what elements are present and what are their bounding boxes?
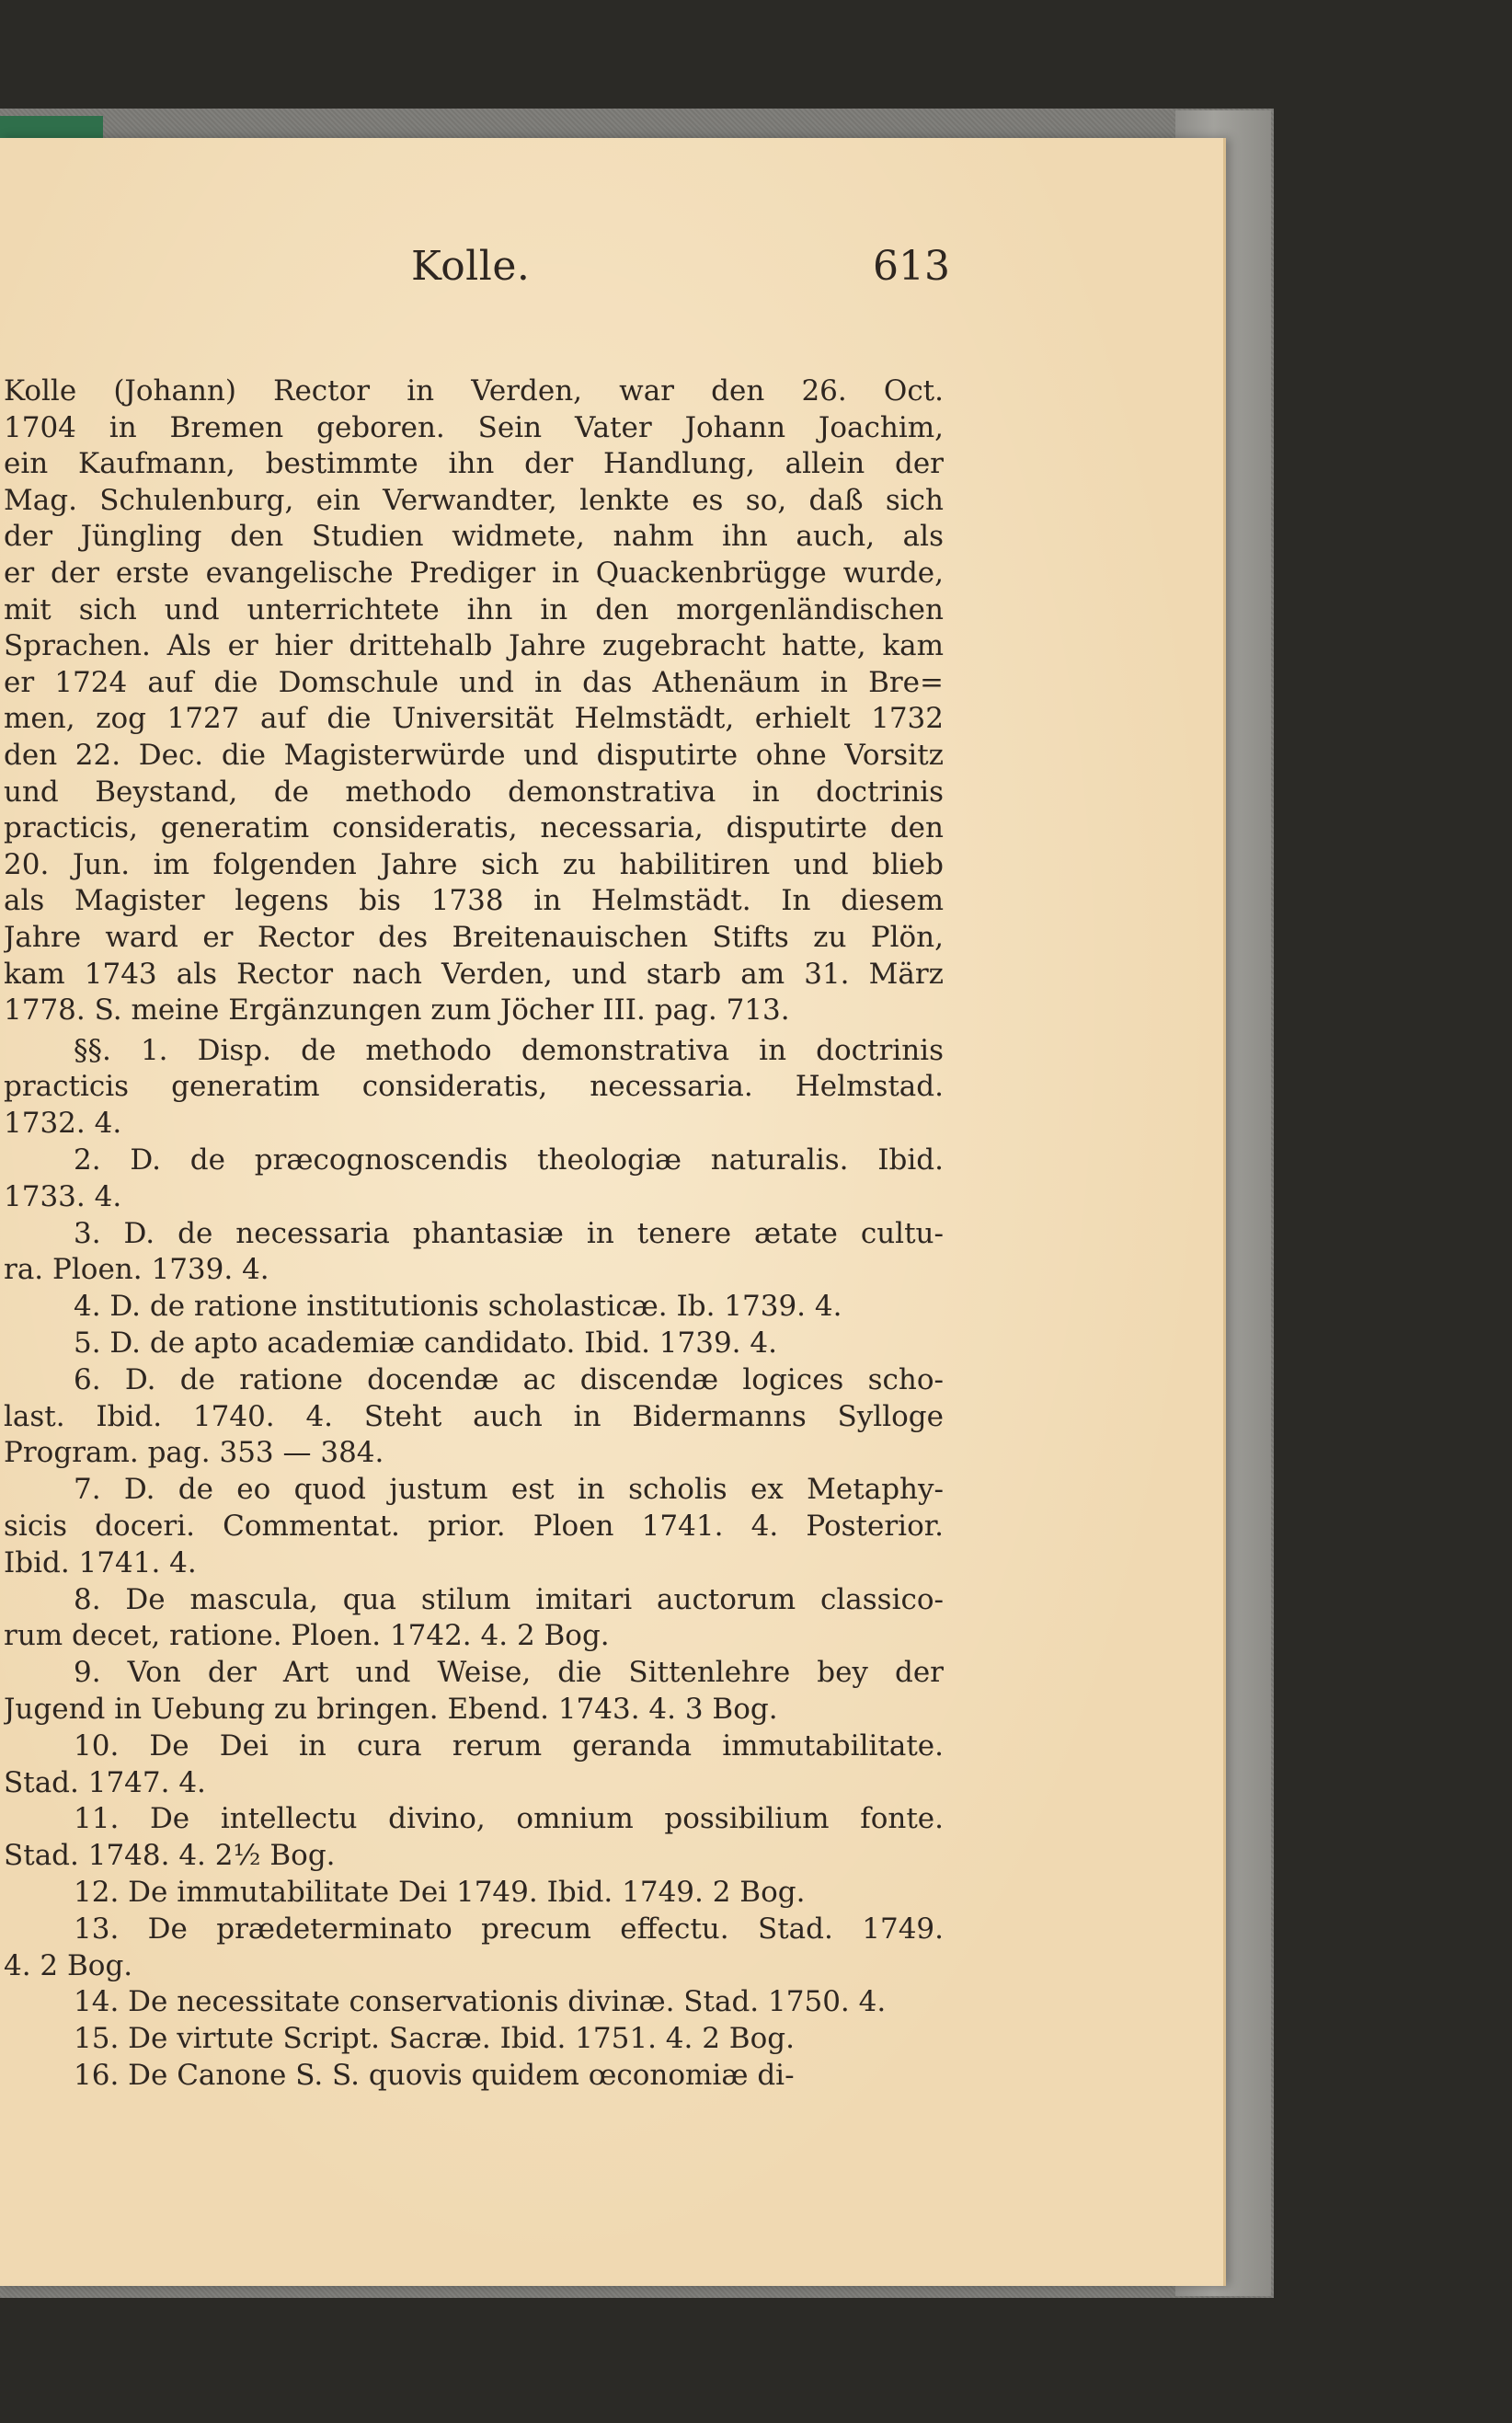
page-number: 613 [873,243,950,290]
text-line: Sprachen. Als er hier drittehalb Jahre zugebracht hatte, kam [4,629,944,663]
bibliography-entry [4,2021,944,2058]
entry-line: §§. 1. Disp. de methodo demonstrativa in doctrinis [74,1033,944,1067]
entry-line: 5. D. de apto academiæ candidato. Ibid. 1739. 4. [74,1326,777,1361]
entry-line: 1732. 4. [4,1107,122,1141]
entry-line: rum decet, ratione. Ploen. 1742. 4. 2 Bog. [4,1619,610,1653]
bibliography-entry [4,1289,944,1326]
entry-line: 4. D. de ratione institutionis scholasticæ. Ib. 1739. 4. [74,1290,842,1324]
bibliography-entry [4,1033,944,1143]
bibliography-entry [4,1875,944,1912]
entry-line: 16. De Canone S. S. quovis quidem œconomiæ di- [74,2059,795,2092]
bibliography-entry [4,1984,944,2021]
text-line: kam 1743 als Rector nach Verden, und starb am 31. März [4,957,944,991]
text-line: mit sich und unterrichtete ihn in den morgenländischen [4,592,944,626]
entry-line: last. Ibid. 1740. 4. Steht auch in Bidermanns Sylloge [4,1399,944,1433]
page-title: Kolle. [411,243,531,290]
entry-line: ra. Ploen. 1739. 4. [4,1253,269,1287]
entry-line: 10. De Dei in cura rerum geranda immutabilitate. [74,1728,944,1763]
entry-line: 15. De virtute Script. Sacræ. Ibid. 1751. 4. 2 Bog. [74,2022,795,2056]
bibliography-entry [4,2058,944,2095]
text-line: 1778. S. meine Ergänzungen zum Jöcher III. pag. 713. [4,993,790,1028]
text-line: der Jüngling den Studien widmete, nahm ihn auch, als [4,520,944,554]
bibliography-entry [4,1582,944,1656]
bibliography-entry [4,1326,944,1362]
bibliography-entry [4,1362,944,1472]
entry-line: 9. Von der Art und Weise, die Sittenlehre bey der [74,1656,944,1690]
entry-line: Stad. 1747. 4. [4,1765,206,1799]
text-line: Mag. Schulenburg, ein Verwandter, lenkte es so, daß sich [4,483,944,517]
entry-line: 13. De prædeterminato precum effectu. Stad. 1749. [74,1912,944,1946]
bibliography-list [4,1033,944,2095]
text-line: Jahre ward er Rector des Breitenauischen Stifts zu Plön, [4,920,944,954]
page-text [4,237,950,2095]
entry-line: sicis doceri. Commentat. prior. Ploen 1741. 4. Posterior. [4,1510,944,1544]
bibliography-entry [4,1143,944,1216]
text-line: ein Kaufmann, bestimmte ihn der Handlung, allein der [4,447,944,481]
biography-paragraph [4,373,944,1029]
entry-line: 11. De intellectu divino, omnium possibilium fonte. [74,1802,944,1836]
text-line: er 1724 auf die Domschule und in das Athenäum in Bre= [4,665,944,699]
entry-line: 2. D. de præcognoscendis theologiæ naturalis. Ibid. [74,1143,944,1177]
entry-line: Jugend in Uebung zu bringen. Ebend. 1743. 4. 3 Bog. [4,1693,778,1727]
bibliography-entry [4,1801,944,1875]
bibliography-entry [4,1472,944,1581]
text-line: Kolle (Johann) Rector in Verden, war den 26. Oct. [4,374,944,408]
entry-line: 14. De necessitate conservationis divinæ. Stad. 1750. 4. [74,1985,887,2019]
text-line: und Beystand, de methodo demonstrativa in doctrinis [4,775,944,809]
entry-line: 1733. 4. [4,1179,122,1213]
entry-line: practicis generatim consideratis, necessaria. Helmstad. [4,1070,944,1104]
text-line: men, zog 1727 auf die Universität Helmstädt, erhielt 1732 [4,702,944,736]
bibliography-entry [4,1655,944,1728]
entry-line: 8. De mascula, qua stilum imitari auctorum classico- [74,1582,944,1616]
entry-line: 3. D. de necessaria phantasiæ in tenere ætate cultu- [74,1216,944,1250]
text-line: 20. Jun. im folgenden Jahre sich zu habilitiren und blieb [4,847,944,881]
text-line: als Magister legens bis 1738 in Helmstädt. In diesem [4,884,944,918]
entry-line: Stad. 1748. 4. 2½ Bog. [4,1839,336,1873]
text-line: den 22. Dec. die Magisterwürde und disputirte ohne Vorsitz [4,738,944,772]
text-line: 1704 in Bremen geboren. Sein Vater Johann Joachim, [4,410,944,444]
entry-line: Program. pag. 353 — 384. [4,1436,384,1470]
bibliography-entry [4,1216,944,1290]
text-line: practicis, generatim consideratis, necessaria, disputirte den [4,811,944,845]
entry-line: 6. D. de ratione docendæ ac discendæ logices scho- [74,1362,944,1396]
bibliography-entry [4,1912,944,1985]
text-line: er der erste evangelische Prediger in Quackenbrügge wurde, [4,556,944,590]
entry-line: Ibid. 1741. 4. [4,1545,197,1579]
book-page [0,138,1226,2286]
bibliography-entry [4,1728,944,1802]
entry-line: 12. De immutabilitate Dei 1749. Ibid. 1749. 2 Bog. [74,1876,806,1910]
running-header [4,237,950,326]
entry-line: 4. 2 Bog. [4,1948,133,1982]
entry-line: 7. D. de eo quod justum est in scholis ex Metaphy- [74,1473,944,1507]
